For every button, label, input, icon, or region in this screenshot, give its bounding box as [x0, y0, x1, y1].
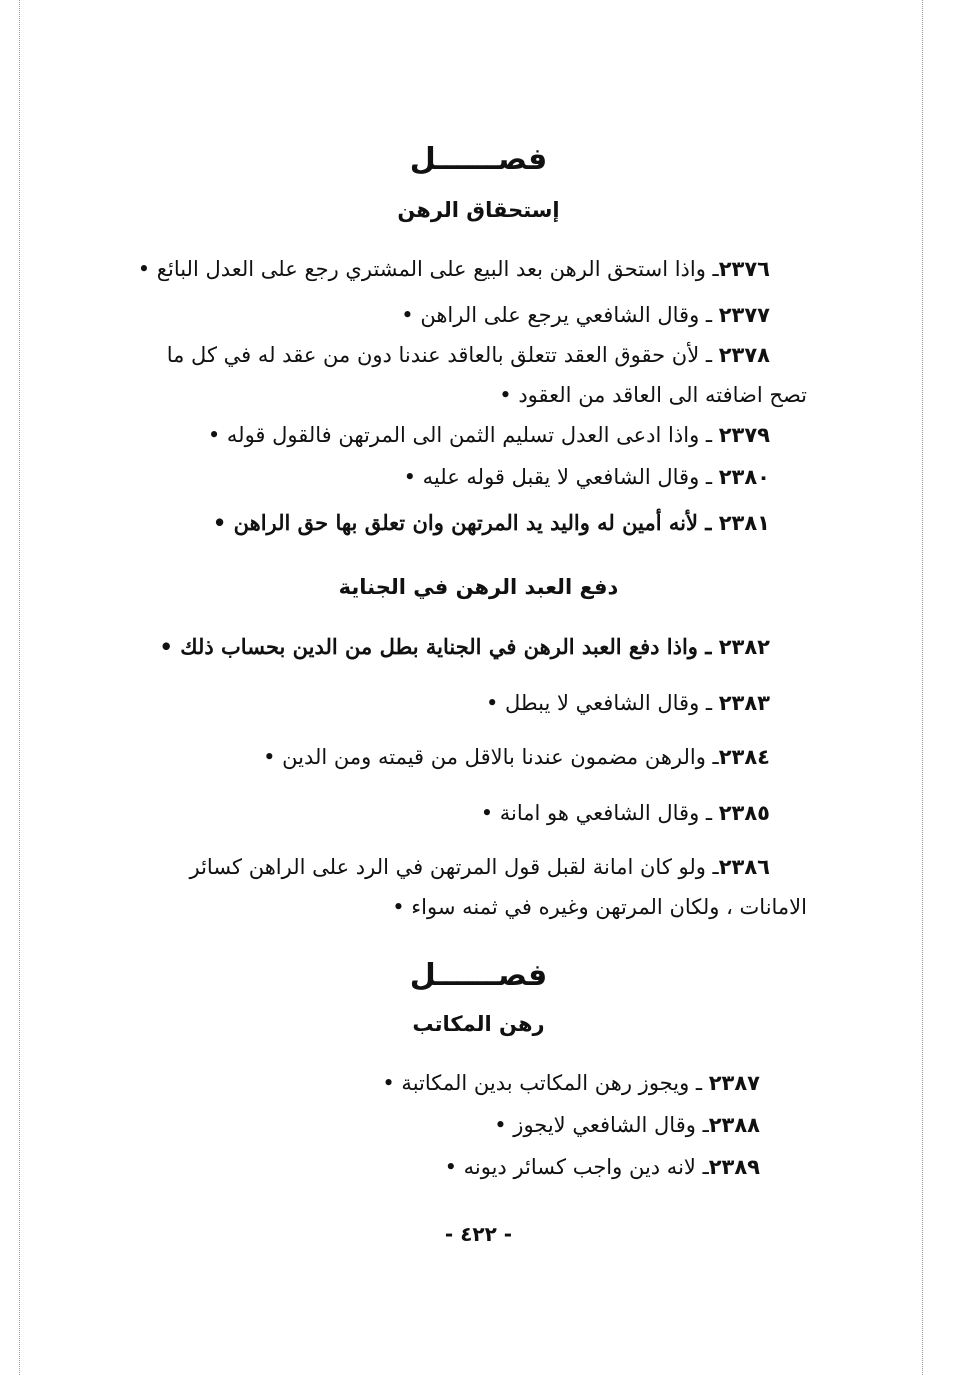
paragraph-2384 — [263, 742, 770, 772]
paragraph-text: ـ لأن حقوق العقد تتعلق بالعاقد عندنا دون من عقد له في كل ما — [166, 343, 719, 367]
paragraph-2389 — [445, 1152, 760, 1182]
paragraph-number: ٢٣٨٢ — [718, 635, 770, 659]
paragraph-text: ـ وقال الشافعي لا يبطل • — [485, 691, 719, 715]
paragraph-text: ـ وقال الشافعي يرجع على الراهن • — [401, 303, 719, 327]
paragraph-2387 — [382, 1068, 760, 1098]
paragraph-number: ٢٣٨٠ — [718, 465, 770, 489]
section-title-fasl: فصــــــل — [409, 958, 548, 993]
page-number: - ٤٢٢ - — [444, 1222, 513, 1246]
paragraph-text: ـ وقال الشافعي لايجوز • — [494, 1113, 709, 1137]
paragraph-number: ٢٣٨٧ — [708, 1071, 760, 1095]
paragraph-number: ٢٣٧٨ — [718, 343, 770, 367]
paragraph-number: ٢٣٨٦ — [718, 855, 770, 879]
paragraph-text: ـ واذا دفع العبد الرهن في الجناية بطل من الدين بحساب ذلك • — [159, 634, 719, 659]
paragraph-text: ـ والرهن مضمون عندنا بالاقل من قيمته ومن الدين • — [263, 745, 719, 769]
paragraph-2385 — [481, 798, 770, 828]
paragraph-number: ٢٣٨١ — [718, 511, 770, 535]
paragraph-text: ـ واذا ادعى العدل تسليم الثمن الى المرتهن فالقول قوله • — [207, 423, 719, 447]
paragraph-2378-continuation: تصح اضافته الى العاقد من العقود • — [499, 383, 807, 407]
paragraph-text: ـ واذا استحق الرهن بعد البيع على المشتري رجع على العدل البائع • — [137, 257, 719, 281]
paragraph-number: ٢٣٧٦ — [718, 257, 770, 281]
section-heading: رهن المكاتب — [412, 1012, 545, 1036]
paragraph-number: ٢٣٨٥ — [718, 801, 770, 825]
paragraph-2376 — [138, 254, 770, 284]
paragraph-2382 — [160, 632, 770, 662]
paragraph-text: ـ ولو كان امانة لقبل قول المرتهن في الرد على الراهن كسائر — [189, 855, 719, 879]
paragraph-2381 — [213, 508, 770, 538]
paragraph-2388 — [494, 1110, 760, 1140]
paragraph-number: ٢٣٨٩ — [708, 1155, 760, 1179]
paragraph-number: ٢٣٨٤ — [718, 745, 770, 769]
section-title-fasl: فصــــــل — [409, 142, 548, 177]
paragraph-number: ٢٣٧٧ — [718, 303, 770, 327]
paragraph-2377 — [401, 300, 770, 330]
paragraph-2386-continuation: الامانات ، ولكان المرتهن وغيره في ثمنه سواء • — [392, 895, 807, 919]
paragraph-2386 — [189, 852, 770, 882]
paragraph-text: ـ لانه دين واجب كسائر ديونه • — [444, 1155, 709, 1179]
paragraph-number: ٢٣٨٣ — [718, 691, 770, 715]
paragraph-text: ـ وقال الشافعي هو امانة • — [480, 801, 719, 825]
section-heading: دفع العبد الرهن في الجناية — [338, 575, 619, 599]
paragraph-number: ٢٣٨٨ — [708, 1113, 760, 1137]
paragraph-2379 — [208, 420, 770, 450]
paragraph-text: ـ ويجوز رهن المكاتب بدين المكاتبة • — [382, 1071, 709, 1095]
paragraph-2378 — [167, 340, 770, 370]
paragraph-2380 — [404, 462, 770, 492]
paragraph-number: ٢٣٧٩ — [718, 423, 770, 447]
section-heading: إستحقاق الرهن — [397, 198, 560, 222]
paragraph-2383 — [486, 688, 770, 718]
paragraph-text: ـ لأنه أمين له واليد يد المرتهن وان تعلق بها حق الراهن • — [212, 510, 719, 535]
paragraph-text: ـ وقال الشافعي لا يقبل قوله عليه • — [403, 465, 719, 489]
